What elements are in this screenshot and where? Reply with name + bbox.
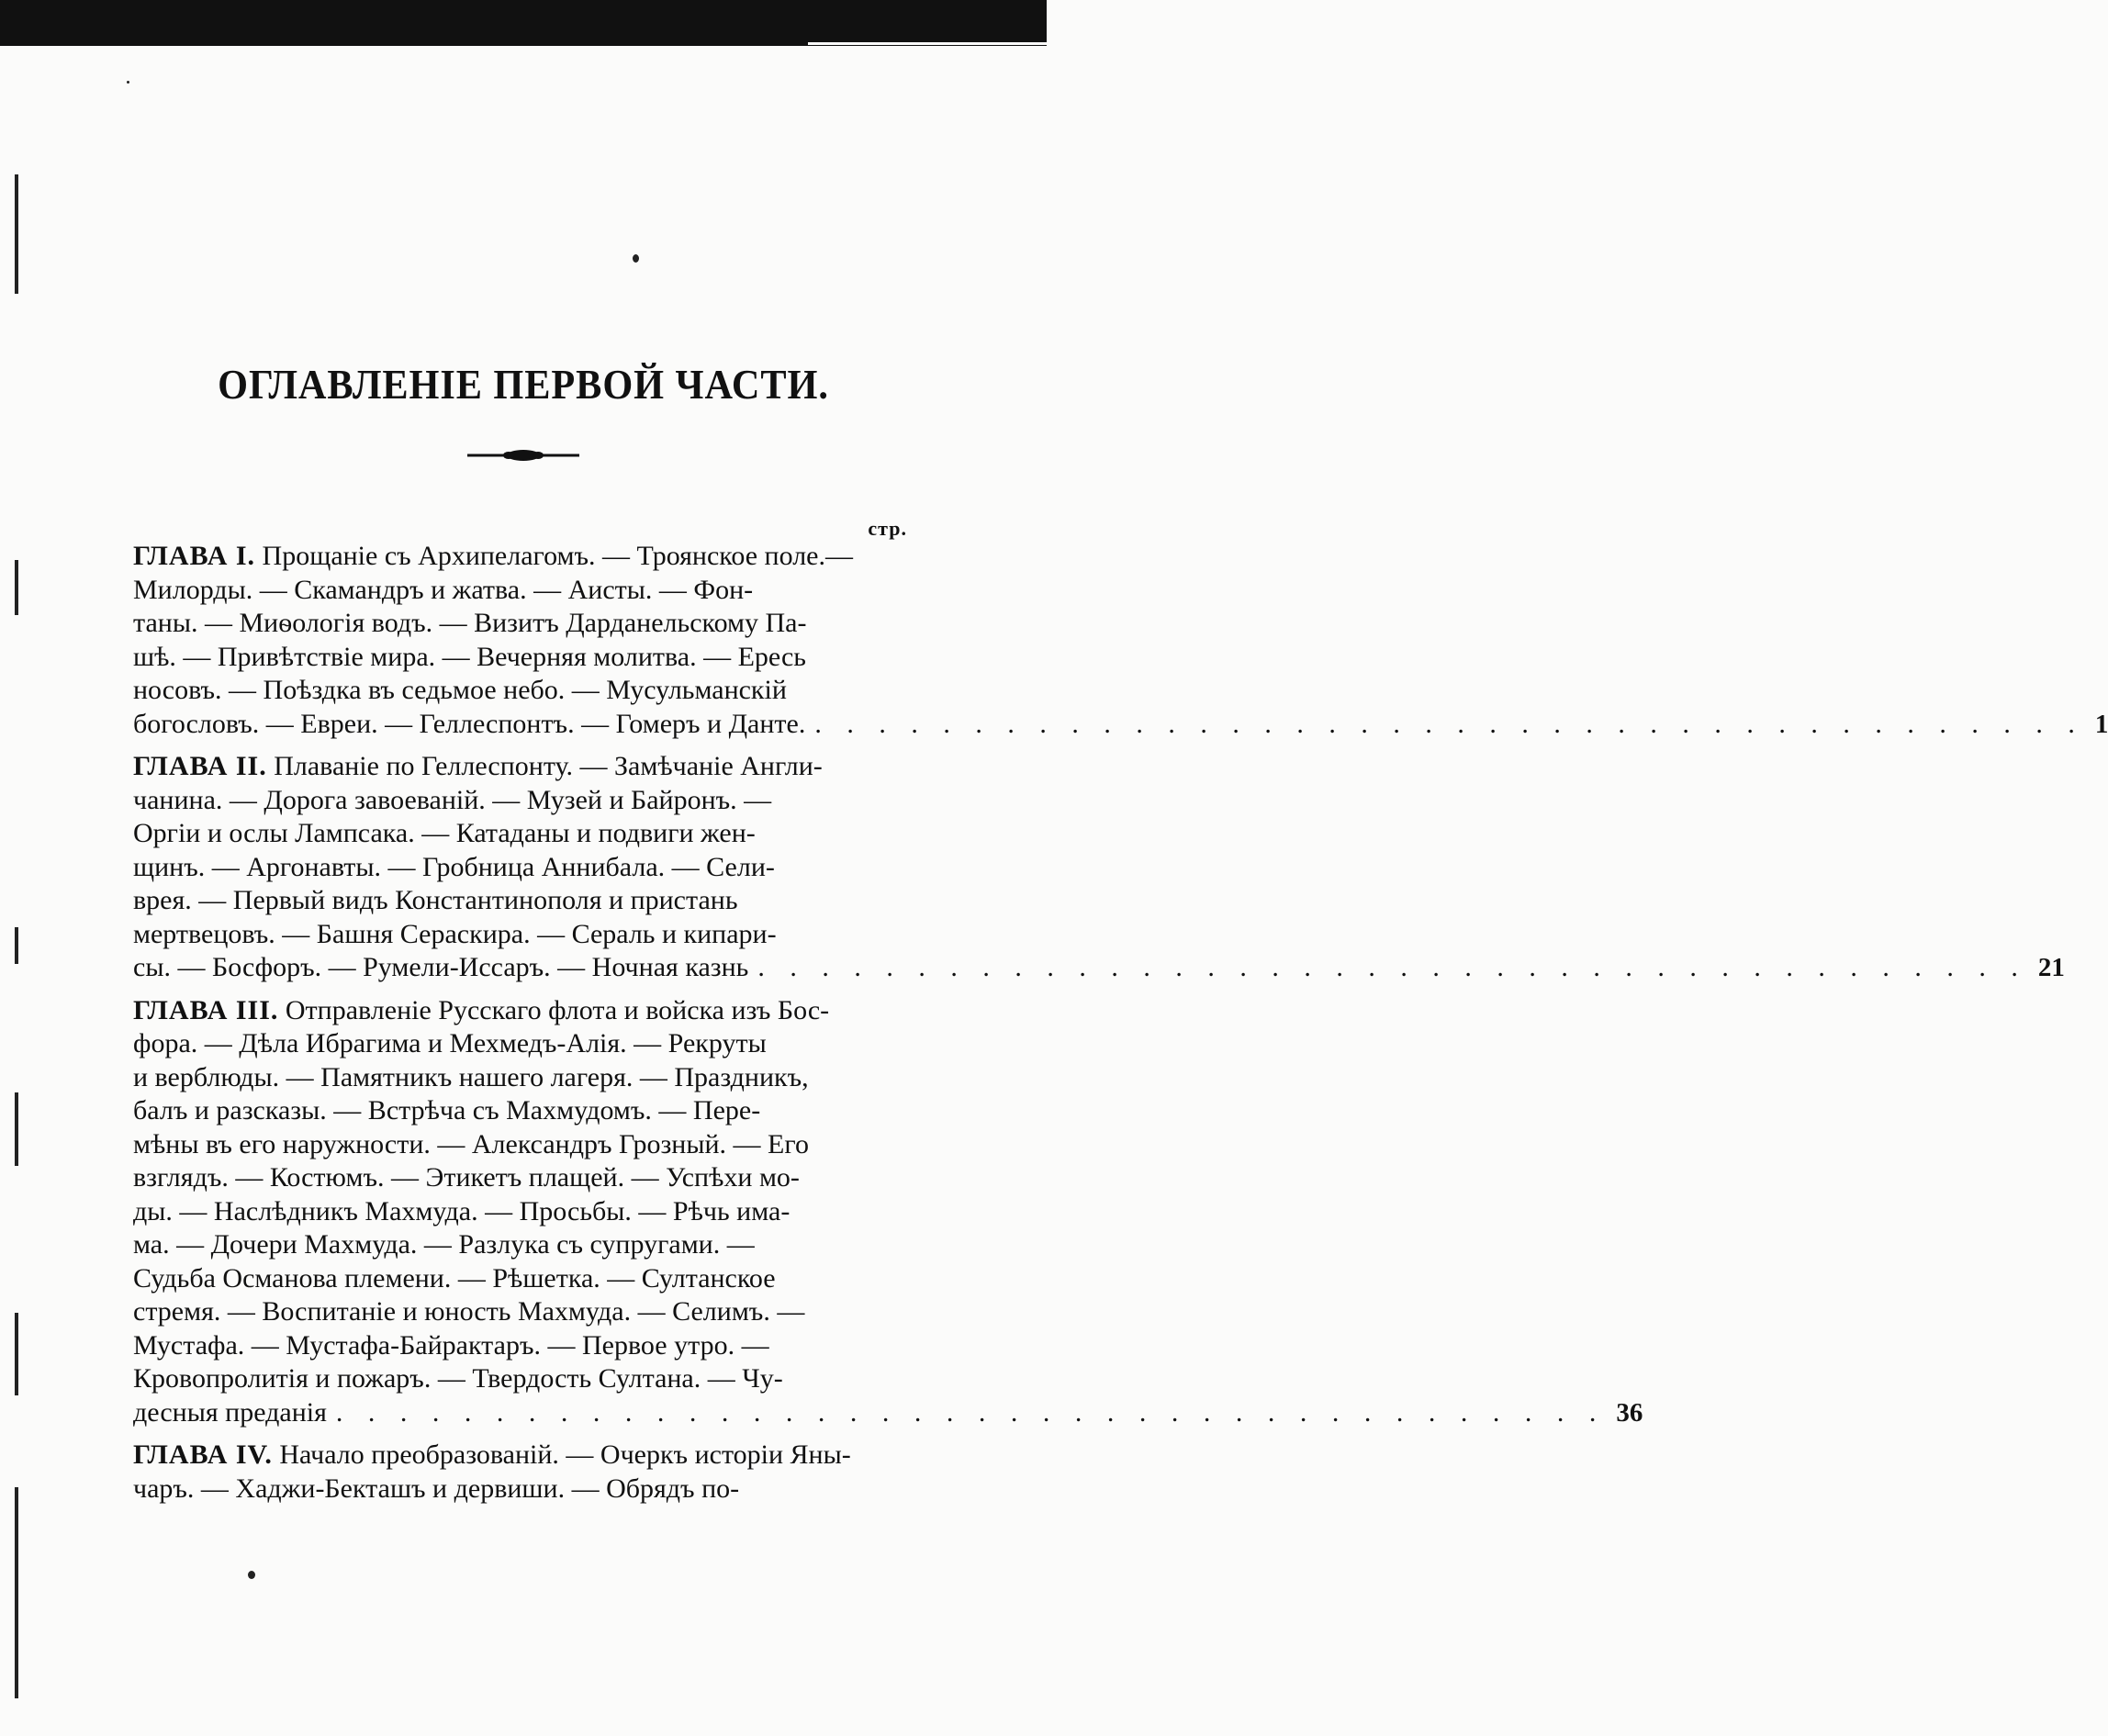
toc-line-text	[133, 641, 806, 675]
speck	[633, 254, 639, 263]
toc-line	[133, 918, 895, 952]
toc-line-text	[133, 1439, 851, 1473]
toc-line-text	[133, 750, 823, 784]
toc-line-text	[133, 1329, 769, 1363]
toc-line-text	[133, 1473, 739, 1506]
chapter-summary-text: Кровопролитія и пожаръ. — Твердость Султана. — Чу-	[133, 1363, 783, 1394]
toc-line-text	[133, 1396, 327, 1430]
scan-left-edge	[15, 174, 18, 1717]
chapter-summary-text: Начало преобразованій. — Очеркъ исторіи Яны-	[279, 1439, 851, 1470]
toc-line-text	[133, 1061, 809, 1095]
dot-leader: . . . . . . . . . . . . . . . . . . . . . . . . . . . . . . . . . . . . . . . .	[814, 708, 2084, 739]
toc-line-text	[133, 540, 853, 574]
chapter-label: ГЛАВА I.	[133, 541, 256, 571]
toc-entry	[133, 994, 1643, 1430]
toc-line	[133, 607, 895, 641]
toc-line	[133, 1396, 1643, 1430]
chapter-summary-text: чанина. — Дорога завоеваній. — Музей и Байронъ. —	[133, 784, 772, 815]
toc-line	[133, 641, 895, 675]
toc-line	[133, 1195, 895, 1229]
toc-line	[133, 674, 895, 708]
toc-line	[133, 1061, 895, 1095]
toc-line-text	[133, 817, 756, 851]
toc-line-text	[133, 1295, 804, 1329]
toc-line	[133, 1027, 895, 1061]
toc-line	[133, 884, 895, 918]
toc-entry	[133, 1439, 895, 1506]
toc-line-text	[133, 1228, 755, 1262]
toc-line-text	[133, 674, 787, 708]
toc-line	[133, 951, 2065, 985]
chapter-summary-text: шѣ. — Привѣтствіе мира. — Вечерняя молитва. — Ересь	[133, 641, 806, 672]
toc-line	[133, 1228, 895, 1262]
chapter-label: ГЛАВА IV.	[133, 1439, 273, 1470]
chapter-summary-text: Отправленіе Русскаго флота и войска изъ Бос-	[285, 994, 830, 1025]
page-column-label: стр.	[868, 517, 907, 540]
chapter-summary-text: богословъ. — Евреи. — Геллеспонтъ. — Гомеръ и Данте.	[133, 708, 806, 739]
toc-line	[133, 1329, 895, 1363]
toc-line-text	[133, 1195, 790, 1229]
toc-line	[133, 708, 2108, 742]
chapter-summary-text: Оргіи и ослы Лампсака. — Катаданы и подвиги жен-	[133, 818, 756, 848]
toc-line-text	[133, 918, 777, 952]
toc-entry	[133, 750, 2065, 985]
toc-line-text	[133, 1362, 783, 1396]
scan-top-edge	[0, 0, 1047, 46]
chapter-summary-text: десныя преданія	[133, 1396, 327, 1428]
toc-line-text	[133, 574, 753, 608]
chapter-summary-text: сы. — Босфоръ. — Румели-Иссаръ. — Ночная казнь	[133, 952, 749, 982]
table-of-contents	[133, 540, 2108, 1515]
chapter-summary-text: Прощаніе съ Архипелагомъ. — Троянское поле.—	[262, 541, 853, 571]
chapter-summary-text: таны. — Миѳологія водъ. — Визитъ Дарданельскому Па-	[133, 608, 807, 638]
chapter-label: ГЛАВА II.	[133, 751, 267, 781]
toc-line-text	[133, 607, 806, 641]
toc-line	[133, 1295, 895, 1329]
chapter-summary-text: взглядъ. — Костюмъ. — Этикетъ плащей. — Успѣхи мо-	[133, 1162, 800, 1193]
toc-line-text	[133, 784, 771, 818]
chapter-summary-text: и верблюды. — Памятникъ нашего лагеря. — Праздникъ,	[133, 1061, 809, 1092]
speck	[248, 1571, 255, 1579]
chapter-summary-text: стремя. — Воспитаніе и юность Махмуда. — Селимъ. —	[133, 1296, 805, 1327]
dot-leader: . . . . . . . . . . . . . . . . . . . . . . . . . . . . . . . . . . . . . . . .	[335, 1396, 1606, 1428]
toc-line	[133, 1439, 895, 1473]
chapter-summary-text: ды. — Наслѣдникъ Махмуда. — Просьбы. — Рѣчь има-	[133, 1195, 790, 1226]
page-number: 1	[2094, 709, 2108, 739]
toc-line	[133, 1161, 895, 1195]
toc-line-text	[133, 1094, 760, 1128]
toc-line-text	[133, 708, 805, 742]
toc-line	[133, 574, 895, 608]
toc-entry	[133, 540, 2108, 741]
chapter-label: ГЛАВА III.	[133, 994, 279, 1025]
speck	[127, 81, 129, 84]
toc-line-text	[133, 951, 748, 985]
chapter-summary-text: Мустафа. — Мустафа-Байрактаръ. — Первое утро. —	[133, 1329, 769, 1361]
chapter-summary-text: мѣны въ его наружности. — Александръ Грозный. — Его	[133, 1128, 809, 1159]
toc-line	[133, 1262, 895, 1296]
chapter-summary-text: Плаваніе по Геллеспонту. — Замѣчаніе Англи-	[274, 751, 823, 781]
toc-line	[133, 1473, 895, 1506]
chapter-summary-text: врея. — Первый видъ Константинополя и пристань	[133, 885, 738, 915]
chapter-summary-text: балъ и разсказы. — Встрѣча съ Махмудомъ. — Пере-	[133, 1095, 761, 1126]
toc-line	[133, 1362, 895, 1396]
page-number: 36	[1616, 1397, 1643, 1428]
page-number: 21	[2037, 953, 2065, 982]
chapter-summary-text: фора. — Дѣла Ибрагима и Мехмедъ-Алія. — Рекруты	[133, 1028, 767, 1058]
toc-line	[133, 540, 895, 574]
toc-line	[133, 851, 895, 885]
toc-line	[133, 750, 895, 784]
page-title: ОГЛАВЛЕНІЕ ПЕРВОЙ ЧАСТИ.	[218, 361, 829, 408]
chapter-summary-text: Судьба Османова племени. — Рѣшетка. — Султанское	[133, 1262, 776, 1294]
toc-line	[133, 1128, 895, 1162]
chapter-summary-text: носовъ. — Поѣздка въ седьмое небо. — Мусульманскій	[133, 675, 787, 705]
toc-line-text	[133, 994, 829, 1028]
chapter-summary-text: щинъ. — Аргонавты. — Гробница Аннибала. — Сели-	[133, 851, 775, 882]
toc-line-text	[133, 1161, 800, 1195]
chapter-summary-text: мертвецовъ. — Башня Сераскира. — Сераль и кипари-	[133, 918, 777, 949]
ornament-divider	[467, 446, 579, 465]
toc-line-text	[133, 1027, 767, 1061]
toc-line	[133, 1094, 895, 1128]
chapter-summary-text: ма. — Дочери Махмуда. — Разлука съ супругами. —	[133, 1229, 755, 1260]
toc-line	[133, 994, 895, 1028]
toc-line-text	[133, 1128, 809, 1162]
dot-leader: . . . . . . . . . . . . . . . . . . . . . . . . . . . . . . . . . . . . . . . .	[757, 952, 2027, 982]
toc-line	[133, 784, 895, 818]
toc-line	[133, 817, 895, 851]
chapter-summary-text: чаръ. — Хаджи-Бекташъ и дервиши. — Обрядъ по-	[133, 1473, 740, 1504]
toc-line-text	[133, 1262, 776, 1296]
chapter-summary-text: Милорды. — Скамандръ и жатва. — Аисты. — Фон-	[133, 574, 754, 605]
toc-line-text	[133, 851, 775, 885]
toc-line-text	[133, 884, 738, 918]
